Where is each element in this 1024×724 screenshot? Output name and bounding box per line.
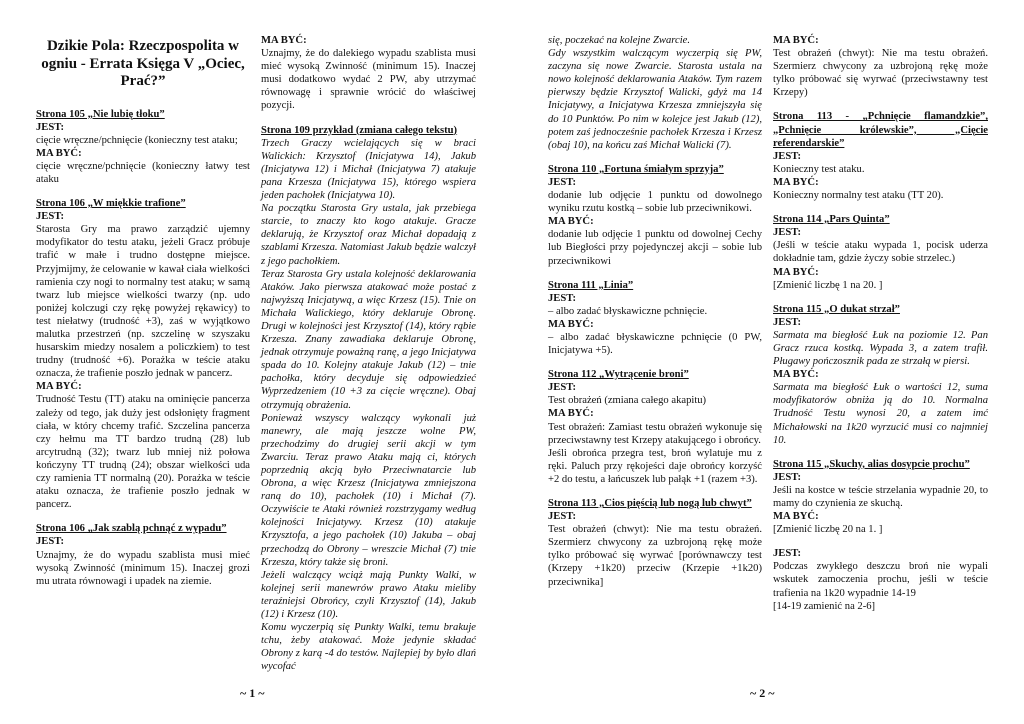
jest-text: – albo zadać błyskawiczne pchnięcie. — [548, 305, 708, 317]
jest-text: dodanie lub odjęcie 1 punktu od dowolnego wyniku rzutu kostką – sobie lub przeciwnikowi. — [548, 190, 762, 215]
example-paragraph: Teraz Starosta Gry ustala kolejność deklarowania Ataków. Jako pierwsza atakować może postać z najwyższą Inicjatywą, a więc Krzesz (15). Tnie on Michała Walickiego, który deklaruje Obronę. Drugi w kolejności jest Krzysztof (14), który rąbie Krzesza. Znany zawadiaka deklaruje Obronę, jednak otrzymuje poważną ranę, a jego Inicjatywa spada do 10. Kolejny atakuje Jakub (12) – tnie pachołka, który decyduje się odpowiedzieć Wyprzedzeniem (10 +3 za cięcie wręczne). Obaj otrzymują obrażenia. — [261, 268, 476, 411]
section-heading: Strona 106 „W miękkie trafione” — [36, 198, 186, 210]
example-paragraph: Trzech Graczy wcielających się w braci Walickich: Krzysztof (Inicjatywa 14), Jakub (Inicjatywa 12) i Michał (Inicjatywa 7) atakuje pana Krzesza (Inicjatywa 15), którego wspiera jeden pachołek (Inicjatywa 10). — [261, 137, 476, 202]
page2-column2 — [773, 34, 988, 624]
page-number: ~ 1 ~ — [240, 686, 265, 700]
page1-column2 — [261, 34, 476, 685]
jest-label: JEST: — [548, 292, 577, 304]
jest-label: JEST: — [773, 471, 802, 483]
jest-label: JEST: — [548, 176, 577, 188]
section-105 — [36, 108, 250, 187]
jest-label: JEST: — [773, 150, 802, 162]
section-113b — [773, 110, 988, 202]
page-number: ~ 2 ~ — [750, 686, 775, 700]
section-115b — [773, 458, 988, 537]
section-heading: Strona 113 „Cios pięścią lub nogą lub chwyt” — [548, 498, 752, 509]
section-109 — [261, 124, 476, 674]
jest-label: JEST: — [548, 511, 577, 523]
section-110 — [548, 163, 762, 268]
jest-text: Jeśli na kostce w teście strzelania wypadnie 20, to mamy do czynienia ze skuchą. — [773, 484, 988, 509]
section-heading: Strona 113 - „Pchnięcie flamandzkie”, „Pchnięcie królewskie”, „Cięcie referendarskie” — [773, 111, 988, 149]
mabyc-label: MA BYĆ: — [261, 35, 307, 46]
jest-text: cięcie wręczne/pchnięcie (konieczny test ataku; — [36, 134, 238, 146]
example-paragraph: Komu wyczerpią się Punkty Walki, temu brakuje tchu, żeby atakować. Może jedynie składać Obrony z karą -4 do testów. Najlepiej by było dlań wycofać — [261, 622, 476, 673]
mabyc-label: MA BYĆ: — [773, 266, 819, 278]
mabyc-text: Jeśli obrońca przegra test, broń wylatuje mu z ręki. Paluch przy rękojeści daje obrońcy korzyść +2 do testu, a łańcuszek lub pałąk +1 (razem +3). — [548, 447, 762, 485]
section-113a-continued — [773, 34, 988, 99]
section-heading: Strona 111 „Linia” — [548, 279, 634, 291]
section-113a — [548, 497, 762, 589]
example-paragraph: Ponieważ wszyscy walczący wykonali już manewry, ale mają jeszcze wolne PW, przechodzimy do drugiej serii akcji w tym Zwarciu. Teraz prawo Ataku mają ci, których poprzednią akcją było Przeciwnatarcie lub Obrona, a więc Krzesz (Inicjatywa zmniejszona raną do 10), pachołek (10) i Michał (7). Oczywiście te Ataki również rozstrzygamy według kolejności Inicjatywy. Krzesz (10) atakuje Krzysztofa, a jego pachołek (10) Jakuba – obaj przechodzą do Obrony – wreszcie Michał (7) tnie Krzesza, który także się broni. — [261, 412, 476, 568]
section-heading: Strona 114 „Pars Quinta” — [773, 214, 890, 226]
section-106b-continued — [261, 34, 476, 113]
section-115c — [773, 547, 988, 612]
jest-text: Konieczny test ataku. — [773, 163, 865, 175]
mabyc-label: MA BYĆ: — [773, 369, 819, 381]
jest-text: Podczas zwykłego deszczu broń nie wypali wskutek zamoczenia prochu, jeśli w teście trafienia na 1k20 wypadnie 14-19 — [773, 561, 988, 599]
example-paragraph: Gdy wszystkim walczącym wyczerpią się PW, zaczyna się nowe Zwarcie. Starosta ustala na nowo kolejność deklarowania Ataków. Tym razem pierwszy będzie Krzysztof Walicki, gdyż ma 14 Inicjatywy, a Inicjatywa Krzesza zmniejszyła się do 10 Punktów. Po nim w kolejce jest Jakub (12), potem zaś jednocześnie pachołek Krzesza i Krzesz (obaj 10), na końcu zaś Michał Walicki (7). — [548, 48, 762, 151]
jest-text: Test obrażeń (zmiana całego akapitu) — [548, 395, 707, 407]
mabyc-text: Test obrażeń (chwyt): Nie ma testu obrażeń. Szermierz chwycony za uzbrojoną rękę może tylko próbować się wyrwać (przeciwstawny test Krzepy) — [773, 48, 988, 99]
jest-text: Test obrażeń (chwyt): Nie ma testu obrażeń. Szermierz chwycony za uzbrojoną rękę może tylko próbować się wyrwać [porównawczy test (Krzepy +1k20) przeciw (Krzepie +1k20) przeciwnika] — [548, 524, 762, 588]
mabyc-label: MA BYĆ: — [548, 408, 594, 420]
mabyc-text: Trudność Testu (TT) ataku na ominięcie pancerza zależy od tego, jak duży jest odsłonięty fragment ciała, w który chcemy trafić. Szczelina pancerza czy hełmu ma TT bardzo trudną (28) lub arcytrudną (32); twarz lub mniej niż połowa kończyny TT trudną (24); obszar wielkości uda czy ramienia TT normalną (20). Porażka w teście ataku oznacza, że trafienie poszło jednak w pancerz. — [36, 394, 250, 511]
example-paragraph: Jeżeli walczący wciąż mają Punkty Walki, w kolejnej serii manewrów prawo Ataku mieliby teraźniejsi Obrońcy, czyli Krzysztof (14), Jakub (12) i Krzesz (10). — [261, 569, 476, 621]
section-heading: Strona 106 „Jak szablą pchnąć z wypadu” — [36, 523, 227, 535]
mabyc-label: MA BYĆ: — [773, 176, 819, 188]
jest-label: JEST: — [36, 536, 65, 548]
jest-label: JEST: — [36, 121, 65, 133]
jest-label: JEST: — [773, 316, 802, 328]
example-paragraph: Na początku Starosta Gry ustala, jak przebiega starcie, to znaczy kto kogo atakuje. Gracze deklarują, że Krzysztof oraz Michał dopadają z szablami Krzesza. Natomiast Jakub będzie walczył z jego pachołkiem. — [261, 203, 476, 267]
page1-column1 — [36, 34, 250, 599]
section-heading: Strona 109 przykład (zmiana całego tekstu) — [261, 124, 458, 136]
jest-text: Starosta Gry ma prawo zarządzić ujemny modyfikator do testu ataku, jeżeli Gracz próbuje trafić w małe i trudno dostępne miejsce. Przyjmijmy, że celowanie w kawał ciała wielkości ramienia czy nogi to normalny test ataku; w samą twarz lub miejsce wielkości twarzy (np. udo poniżej kolczugi czy rękę powyżej rękawicy) to test niełatwy (trudność +3), zaś w wyjątkowo malutka przestrzeń (np. szczelinę w szyszaku husarskim miedzy nosalem a policzkiem) to test trudny (trudność +6). Porażka w teście ataku oznacza, że trafienie poszło jednak w pancerz. — [36, 224, 250, 380]
section-heading: Strona 105 „Nie lubię tłoku” — [36, 108, 165, 120]
section-115a — [773, 303, 988, 447]
section-111 — [548, 279, 762, 358]
jest-label: JEST: — [36, 211, 65, 223]
jest-text: Sarmata ma biegłość Łuk na poziomie 12. Pan Gracz rzuca kostką. Wypada 3, a zatem trafił. Pługawy pończosznik pada ze strzałą w piersi. — [773, 329, 988, 368]
jest-label: JEST: — [773, 548, 802, 560]
mabyc-text: Konieczny normalny test ataku (TT 20). — [773, 190, 944, 202]
section-112 — [548, 368, 762, 486]
jest-label: JEST: — [548, 382, 577, 394]
mabyc-label: MA BYĆ: — [773, 511, 819, 523]
jest-text: Uznajmy, że do wypadu szablista musi mieć wysoką Zwinność (minimum 15). Inaczej grozi mu utrata równowagi i upadek na ziemie. — [36, 549, 250, 587]
mabyc-text: Uznajmy, że do dalekiego wypadu szablista musi mieć wysoką Zwinność (minimum 15). Inaczej musi dodatkowo wydać 2 PW, aby utrzymać równowagę i sprawnie wrócić do właściwej pozycji. — [261, 48, 476, 112]
mabyc-text: [14-19 zamienić na 2-6] — [773, 600, 876, 612]
section-109-continued — [548, 34, 762, 152]
section-heading: Strona 110 „Fortuna śmiałym sprzyja” — [548, 163, 724, 175]
mabyc-label: MA BYĆ: — [773, 35, 819, 46]
mabyc-label: MA BYĆ: — [36, 381, 82, 393]
example-paragraph: się, poczekać na kolejne Zwarcie. — [548, 35, 690, 46]
mabyc-label: MA BYĆ: — [36, 147, 82, 159]
mabyc-text: [Zmienić liczbę 1 na 20. ] — [773, 279, 883, 291]
mabyc-text: Sarmata ma biegłość Łuk o wartości 12, suma modyfikatorów obniża ją do 10. Normalna Trudność Testu wynosi 20, a zatem imć Michałowski na 1k20 wyrzucić musi co najmniej 10. — [773, 382, 988, 446]
section-heading: Strona 115 „Skuchy, alias dosypcie prochu” — [773, 458, 970, 470]
mabyc-text: – albo zadać błyskawiczne pchnięcie (0 PW, Inicjatywa +5). — [548, 331, 762, 357]
mabyc-text: cięcie wręczne/pchnięcie (konieczny łatwy test ataku — [36, 160, 250, 185]
section-106b — [36, 522, 250, 587]
mabyc-text: [Zmienić liczbę 20 na 1. ] — [773, 524, 883, 536]
jest-label: JEST: — [773, 227, 802, 239]
mabyc-label: MA BYĆ: — [548, 318, 594, 330]
jest-text: (Jeśli w teście ataku wypada 1, pocisk uderza dokładnie tam, gdzie życzy sobie strzelec.) — [773, 240, 988, 265]
mabyc-label: MA BYĆ: — [548, 216, 594, 228]
mabyc-text: dodanie lub odjęcie 1 punktu od dowolnej Cechy lub Biegłości przy pojedynczej akcji – sobie lub przeciwnikowi — [548, 229, 762, 267]
section-heading: Strona 115 „O dukat strzał” — [773, 303, 900, 315]
section-heading: Strona 112 „Wytrącenie broni” — [548, 369, 689, 381]
section-114 — [773, 213, 988, 292]
section-106a — [36, 197, 250, 511]
mabyc-text: Test obrażeń: Zamiast testu obrażeń wykonuje się przeciwstawny test Krzepy atakującego i obrońcy. — [548, 421, 762, 446]
document-title: Dzikie Pola: Rzeczpospolita w ogniu - Errata Księga V „Ociec, Prać?” — [41, 38, 245, 89]
page2-column1 — [548, 34, 762, 600]
